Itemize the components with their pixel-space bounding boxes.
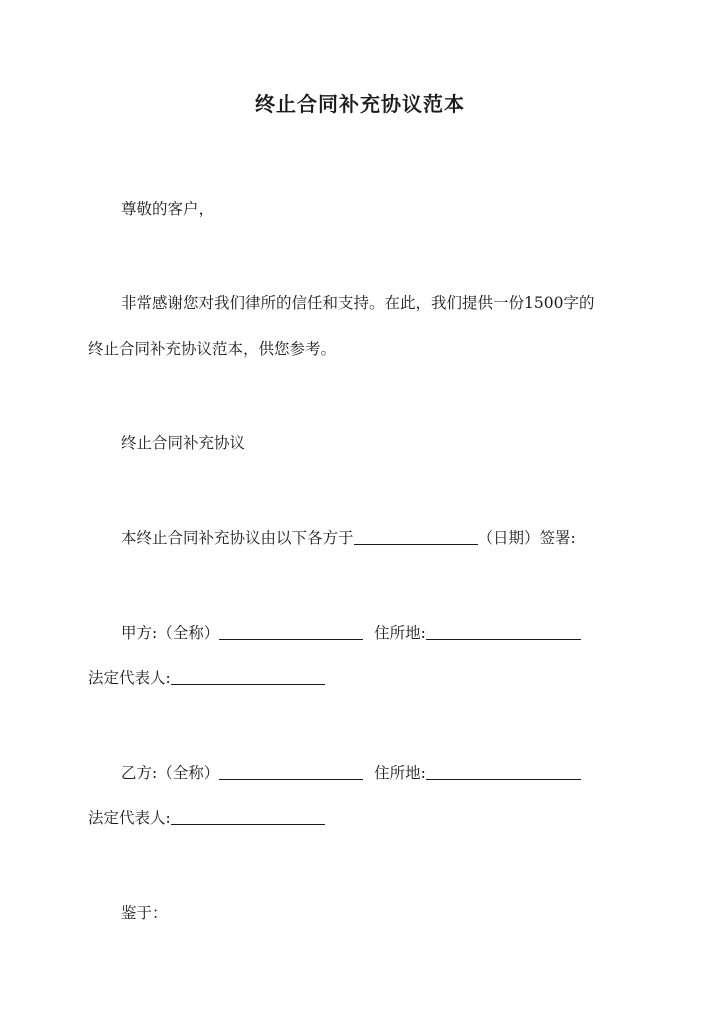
party-b-legal-rep-label: 法定代表人: xyxy=(88,809,171,827)
party-b-address-blank xyxy=(426,765,581,780)
signing-prefix: 本终止合同补充协议由以下各方于 xyxy=(121,529,354,547)
agreement-subtitle: 终止合同补充协议 xyxy=(121,434,246,452)
party-a-line xyxy=(121,622,581,644)
signing-date-line xyxy=(121,527,576,549)
party-b-name-blank xyxy=(219,765,363,780)
party-a-legal-rep-blank xyxy=(171,670,325,685)
party-a-legal-rep-label: 法定代表人: xyxy=(88,669,171,687)
intro-paragraph-line-2: 终止合同补充协议范本，供您参考。 xyxy=(88,340,337,358)
whereas-heading: 鉴于： xyxy=(121,904,168,922)
party-a-legal-rep-line xyxy=(88,667,325,689)
party-a-address-blank xyxy=(426,625,581,640)
party-a-label: 甲方:（全称） xyxy=(121,624,220,642)
party-b-label: 乙方:（全称） xyxy=(121,764,220,782)
party-a-address-label: 住所地: xyxy=(374,624,426,642)
document-title: 终止合同补充协议范本 xyxy=(255,92,465,116)
date-blank xyxy=(354,530,478,545)
greeting: 尊敬的客户， xyxy=(121,200,215,218)
party-a-name-blank xyxy=(219,625,363,640)
party-b-legal-rep-blank xyxy=(171,810,325,825)
party-b-line xyxy=(121,762,581,784)
intro-paragraph-line-1: 非常感谢您对我们律所的信任和支持。在此，我们提供一份1500字的 xyxy=(121,294,595,312)
party-b-legal-rep-line xyxy=(88,807,325,829)
signing-suffix: （日期）签署: xyxy=(477,529,576,547)
party-b-address-label: 住所地: xyxy=(374,764,426,782)
